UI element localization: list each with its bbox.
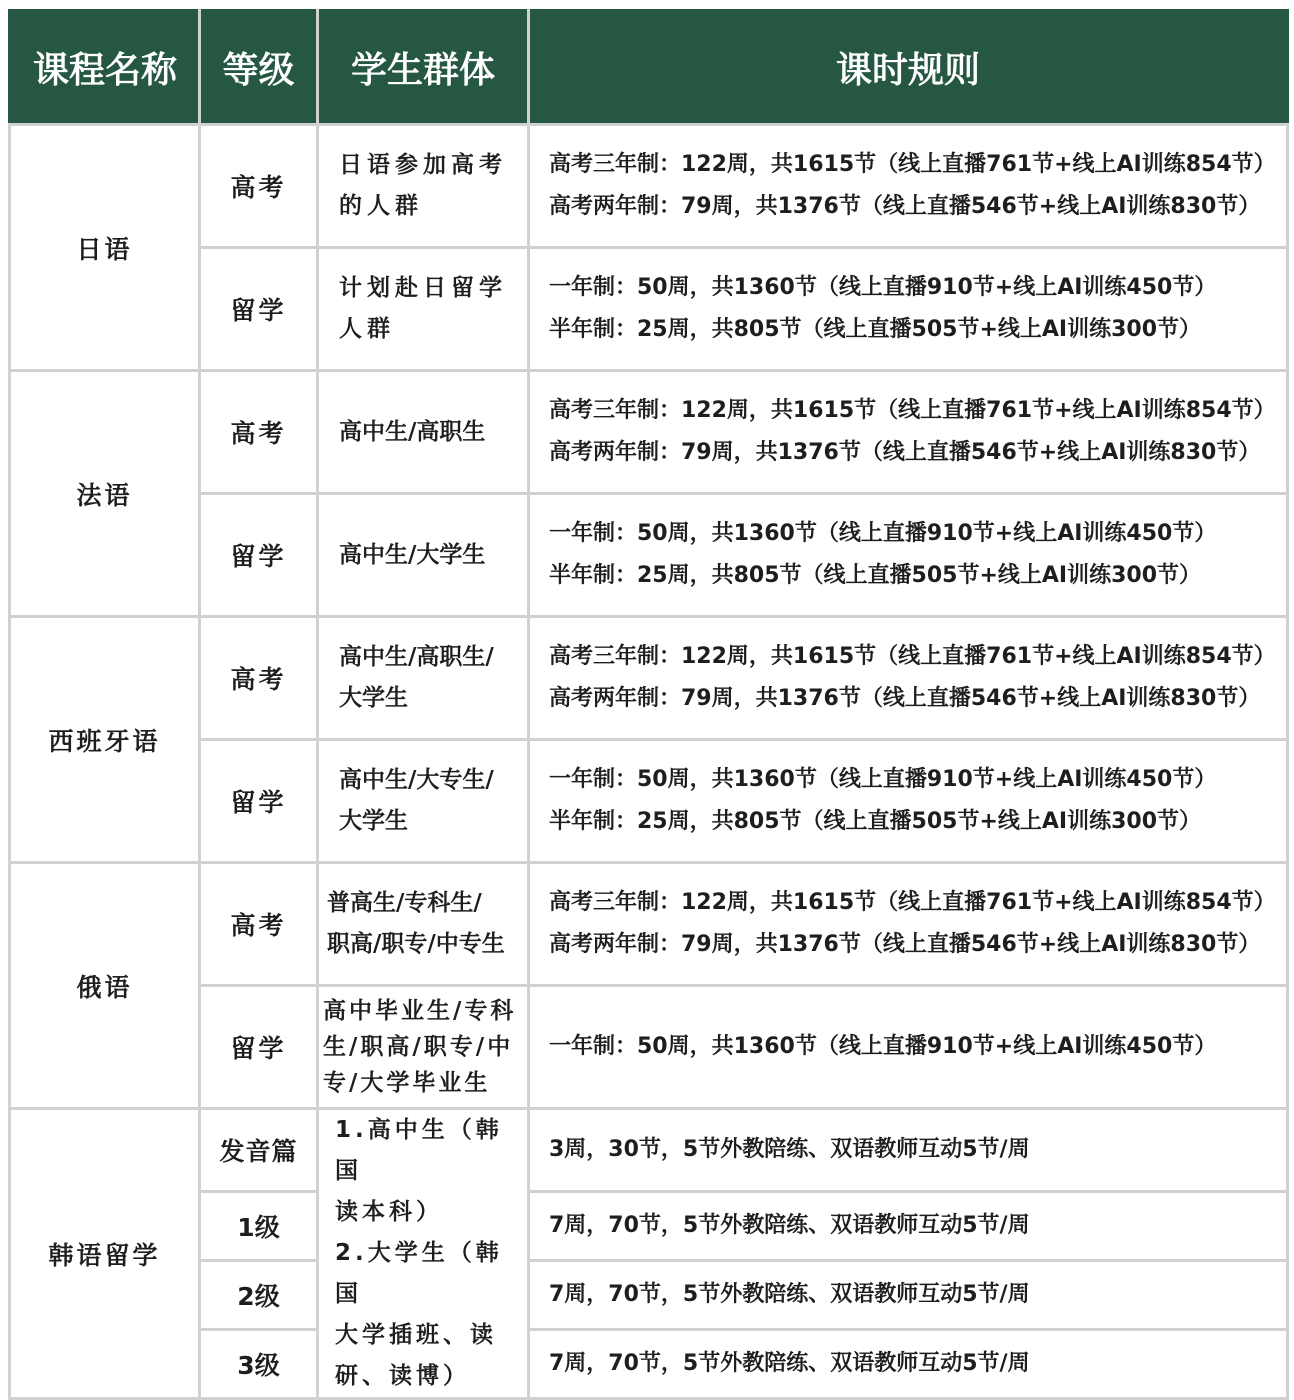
- hour-rule-cell: [529, 248, 1288, 371]
- table-row: [10, 494, 1288, 617]
- table-row: [10, 125, 1288, 248]
- hour-rule-cell: [529, 617, 1288, 740]
- hour-rule-cell: 3周，30节，5节外教陪练、双语教师互动5节/周: [529, 1109, 1288, 1192]
- group-line: 大学生: [339, 685, 408, 711]
- header-level: 等级: [200, 11, 318, 125]
- header-course-name: 课程名称: [10, 11, 200, 125]
- level-cell: 留学: [200, 986, 318, 1109]
- course-name-spanish: 西班牙语: [10, 617, 200, 863]
- level-cell: 高考: [200, 863, 318, 986]
- table-row: [10, 740, 1288, 863]
- student-group-cell: [318, 494, 529, 617]
- group-line: 高中生/大专生/: [339, 767, 494, 793]
- group-line: 的人群: [339, 193, 423, 219]
- group-line: 普高生/专科生/: [327, 890, 482, 916]
- group-line: 大学插班、读: [335, 1322, 497, 1348]
- level-cell: 高考: [200, 617, 318, 740]
- hour-rule-cell: [529, 494, 1288, 617]
- rule-line: 一年制：50周，共1360节（线上直播910节+线上AI训练450节）: [549, 1034, 1217, 1059]
- header-student-group: 学生群体: [318, 11, 529, 125]
- rule-line: 半年制：25周，共805节（线上直播505节+线上AI训练300节）: [549, 809, 1202, 834]
- course-name-french: 法语: [10, 371, 200, 617]
- rule-line: 半年制：25周，共805节（线上直播505节+线上AI训练300节）: [549, 563, 1202, 588]
- hour-rule-cell: [529, 125, 1288, 248]
- hour-rule-cell: [529, 986, 1288, 1109]
- group-line: 日语参加高考: [339, 152, 507, 178]
- rule-line: 高考两年制：79周，共1376节（线上直播546节+线上AI训练830节）: [549, 686, 1261, 711]
- table-row: [10, 863, 1288, 986]
- hour-rule-cell: 7周，70节，5节外教陪练、双语教师互动5节/周: [529, 1330, 1288, 1399]
- level-cell: 2级: [200, 1261, 318, 1330]
- group-line: 2.大学生（韩国: [335, 1240, 503, 1307]
- student-group-cell: [318, 740, 529, 863]
- level-cell: 留学: [200, 248, 318, 371]
- course-name-korean: 韩语留学: [10, 1109, 200, 1399]
- rule-line: 一年制：50周，共1360节（线上直播910节+线上AI训练450节）: [549, 275, 1217, 300]
- student-group-cell: [318, 125, 529, 248]
- group-line: 计划赴日留学: [339, 275, 507, 301]
- student-group-cell: [318, 617, 529, 740]
- table-row: [10, 617, 1288, 740]
- group-line: 高中生/高职生: [339, 418, 486, 445]
- group-line: 生/职高/职专/中: [323, 1034, 514, 1060]
- hour-rule-cell: [529, 371, 1288, 494]
- level-cell: 留学: [200, 740, 318, 863]
- table-row: [10, 371, 1288, 494]
- group-line: 高中毕业生/专科: [323, 998, 517, 1024]
- group-line: 职高/职专/中专生: [327, 931, 505, 957]
- table-row: [10, 986, 1288, 1109]
- group-line: 1.高中生（韩国: [335, 1117, 503, 1184]
- rule-line: 高考两年制：79周，共1376节（线上直播546节+线上AI训练830节）: [549, 440, 1261, 465]
- table-row: [10, 1192, 1288, 1261]
- rule-line: 高考三年制：122周，共1615节（线上直播761节+线上AI训练854节）: [549, 890, 1276, 915]
- rule-line: 一年制：50周，共1360节（线上直播910节+线上AI训练450节）: [549, 767, 1217, 792]
- rule-line: 一年制：50周，共1360节（线上直播910节+线上AI训练450节）: [549, 521, 1217, 546]
- rule-line: 半年制：25周，共805节（线上直播505节+线上AI训练300节）: [549, 317, 1202, 342]
- rule-line: 高考三年制：122周，共1615节（线上直播761节+线上AI训练854节）: [549, 398, 1276, 423]
- hour-rule-cell: 7周，70节，5节外教陪练、双语教师互动5节/周: [529, 1192, 1288, 1261]
- student-group-cell: [318, 863, 529, 986]
- course-table: [8, 9, 1289, 1400]
- hour-rule-cell: [529, 740, 1288, 863]
- level-cell: 高考: [200, 371, 318, 494]
- level-cell: 留学: [200, 494, 318, 617]
- table-row: [10, 1109, 1288, 1192]
- level-cell: 发音篇: [200, 1109, 318, 1192]
- course-name-japanese: 日语: [10, 125, 200, 371]
- header-hour-rules: 课时规则: [529, 11, 1288, 125]
- group-line: 高中生/高职生/: [339, 644, 494, 670]
- level-cell: 3级: [200, 1330, 318, 1399]
- level-cell: 高考: [200, 125, 318, 248]
- table-row: [10, 248, 1288, 371]
- group-line: 研、读博）: [335, 1363, 470, 1389]
- hour-rule-cell: 7周，70节，5节外教陪练、双语教师互动5节/周: [529, 1261, 1288, 1330]
- student-group-cell: [318, 1109, 529, 1399]
- table-row: [10, 1330, 1288, 1399]
- student-group-cell: [318, 986, 529, 1109]
- rule-line: 高考三年制：122周，共1615节（线上直播761节+线上AI训练854节）: [549, 152, 1276, 177]
- group-line: 大学生: [339, 808, 408, 834]
- group-line: 读本科）: [335, 1199, 443, 1225]
- rule-line: 高考两年制：79周，共1376节（线上直播546节+线上AI训练830节）: [549, 194, 1261, 219]
- group-line: 人群: [339, 316, 395, 342]
- group-line: 高中生/大学生: [339, 541, 486, 568]
- student-group-cell: [318, 371, 529, 494]
- level-cell: 1级: [200, 1192, 318, 1261]
- group-line: 专/大学毕业生: [323, 1070, 491, 1096]
- rule-line: 高考两年制：79周，共1376节（线上直播546节+线上AI训练830节）: [549, 932, 1261, 957]
- header-row: [10, 11, 1288, 125]
- course-name-russian: 俄语: [10, 863, 200, 1109]
- rule-line: 高考三年制：122周，共1615节（线上直播761节+线上AI训练854节）: [549, 644, 1276, 669]
- student-group-cell: [318, 248, 529, 371]
- table-row: [10, 1261, 1288, 1330]
- hour-rule-cell: [529, 863, 1288, 986]
